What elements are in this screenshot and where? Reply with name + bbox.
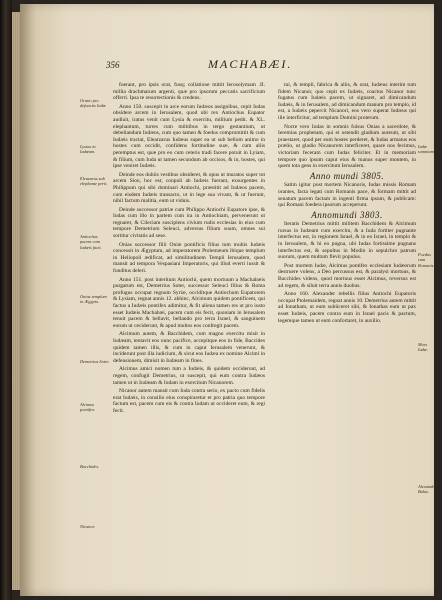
paragraph: Anno 150. suscepit in arce eorum Iudæos assignibus, cepit Iudas obsidere arcem in Ierusalem, quod ubi rex Antiochus Eupator audiuit, iratus venit cum Lysia & exercitu, millium pedit. & XL. elephantum, turres cum militibus in tergo gestantium, ut debellandum Iudæos, cum quo tamen & foedus compromittit & cum Iudæis tractat, Elearzarus Iudæus super ea ut sub bellum animo in hostes cum occidit, confidens fortitudine suæ, & cum aliis peremptus est, quæ pro eo cum ceteris tradi facere potuit in Lyiam, & filium, cum Iuda ut tamen secundum ab occisos, & in, hostes, qui ipse veniret Iudæis.: [113, 103, 265, 170]
margin-note: Iudæ somnium.: [418, 144, 435, 155]
left-text-column: [113, 82, 265, 594]
paragraph: Deinde eos dubiis vestibus obsideret, & opus ut muratos super tot arcem Sion, hoc est, conpuli ab Iudæis fuerant, exsurgentes in Philippum qui sibi dominari Antiochi, præstitit ad Iudæos pacem, cum eisdem Iudæis transacto, ut in lege sua vivant, & ut fuerunt, nihil factum malitia, eum ut viduis.: [113, 171, 265, 205]
paragraph: Satim igitur post mortem Nicanoris, Iudas missis Romam orantes, facta legati cum Romanis pace, & formam mittit ad senatum pacem factam in ingenti firma ipsum, & publicam: qui Romani foedera ipsorum acceperunt.: [278, 182, 416, 209]
paragraph: tui, & templi, fabrica & aliis, & orat, Iudæus interim tum fidem Nicanor, quo cepit ex Iudæis, coactus Nicanor tunc fugatus cum Iudæis pacem, ut signaret, ad dimicandum Iudæis, & in Ierusalem, ad dimicandum manum pro templo, id est, a Iudæis pepercit Nicanori, eos vero superat Iudæus qui ille interficitur, ad templum Domini proterum.: [278, 82, 416, 121]
paragraph: Alcimum autem, & Bacchidem, cum magno exercitu misit in Iudæam, tentavit eos nunc pacifice, accepitque eos in fide, Baccides quidem tamen illis, & cum in caput Ierusalem venerunt, & inciderunt post illa iudicium, & sicut eos Iudæa ex nomine Alcimi in defensionem, dimisit in Iudæam in fines.: [113, 331, 265, 364]
margin-note: Bacchides.: [80, 464, 100, 469]
paragraph: Nicanor autem mansit cum Iuda contra serio, ex pacto cum fidelis erat Iudæis, in consilio eius conspiraretur et pro patria quo tempore factum est, pacem cum eis & contra Iudam ut occideret eum, & regi fecit.: [113, 388, 265, 414]
margin-note: Alexander Balas.: [418, 484, 437, 495]
running-title: MACHABÆI.: [208, 57, 293, 71]
margin-note: Oratio pro defunctis Iudæ: [80, 98, 106, 109]
paragraph: Post mortem Iudæ, Alcimus pontifex ecclesiam Iudæorum destruere volens, a Deo percussus est, & paralysi mortuus, & Bacchides videns, quod mortuus esset Alcimus, reversus est ad regem, & siluit terra annis duobus.: [278, 262, 416, 289]
book-spine: [0, 0, 12, 600]
right-margin-notes: [418, 84, 437, 594]
paragraph: Iteratis Demetrius mittit militem Bacchidem & Alcimum rursus in Iudæam cum exercitu, & a Iuda fortiter pugnante interfectus est, in regionem Israel, & in eo Israel, in templo & in Ierusalem, & hi eo pugna, ubi Iudas fortissime pugnans interfectus est, & sepultus in Modin in sepulchro patrum suorum, quem multum flevit populus.: [278, 221, 416, 261]
paragraph: Anno 151. post interitum Antiochi, quem mortuum a Machabæis purgatum est, Demetrius Soter, successor Seleuci filius & Roma profugus occupat regnum Syriæ, occiditque Antiochum Eupatorem & Lysiam, regnat annis 12. abhinc, Alcimum quidem pontificem, qui factus a Iudæis pontifex adimitur, & fit aliena tamen res ut pro iusto esset Iudæis Machabæi, pacem cum eis fecit, quoniam in Ierusalem tenuit pacem & bellavit, bellando pro terra Israel, & sanguinem eorum ut ceciderunt, & apud multos eos confregit pacem.: [113, 276, 265, 329]
paragraph: Anno 160. Alexander rebellis filius Antiochi Eupatoris occupat Ptolemaidem, regnat annis 10. Demetrius autem mittit ad Ionatham, ut eum subiiceret sibi, & Ionathas eum ut pax esset Iudæis, pacem contra eum in Israel pacis & pactum, legemque tamen ut eum confortaret, in auxilio.: [278, 291, 416, 324]
margin-note: Mors Iudæ.: [418, 342, 428, 353]
year-heading: Annomundi 3803.: [311, 209, 383, 220]
page-header: [20, 57, 434, 74]
book-page: [20, 4, 437, 596]
paragraph: Alcimus amici nomen tum a Iudæis, & quidem occiderunt, ad regem, confugit Demetrius, ut suscepit, qui eum contra Iudæos tamen ut in Iudæam & Iudam in exercitum Nicanorem.: [113, 366, 265, 386]
margin-note: Foedus cum Romanis.: [418, 252, 435, 268]
paragraph: Nocte vero Iudas in somnis fulsus Onias a sacerdote, & Ieremias prophetam, qui ei ostendit gladium aureum, ut sibi praestaret, quod per eum hostes perderet, & Iudas armatus eos prælio, ut gladio Nicanorem interficeret, quare nos fecimus, victoriam feceram cum Iudas feliciter. Et in memoriam tempore quo ipsum caput eius & manus super montem, in quem tota gens in exercitum Ierusalem.: [278, 123, 416, 170]
margin-note: Lysias in Iudæam.: [80, 144, 96, 155]
margin-note: Alcimus pontifex.: [80, 402, 96, 413]
paragraph: Onias successor filii Oniæ pontificis filius tum multis Iudæis concessit in Ægyptum, ad imperatorem Ptolemæum ibique templum in Heliopoli ædificat, ad similitudinem Templi Ierusalem, quod mansit ad tempora Vespasiani Imperatoris, qui illud everti iussit & funditus deleri.: [113, 241, 265, 275]
page-number: 356: [106, 60, 120, 70]
paragraph: fuerant, pro ipsis orat, fusq; collatione mittit Ierosolymam .II. millia drachmarum argenti, quæ pro ipsorum peccatis sacrificium offerri. Ipsa te resurrectionis & credens.: [113, 82, 265, 102]
paragraph: Deinde successor patriæ cum Philippo Antiochi Eupatore ipse, & Iudas cum illo in partem cum ira in Antiochiam, pervenerunt ut regnaret, & Cileciam suscipiens civium rudis ecclesias in eius cum tempore Demetrium Seleuci, adversus filium suum, omnes sui sortitur civitatis ad sese.: [113, 206, 265, 240]
margin-note: Demetrius Soter.: [80, 359, 110, 364]
margin-note: Onias templum in Ægypto.: [80, 294, 107, 305]
margin-note: Eleazarus sub elephante perit.: [80, 176, 108, 187]
margin-note: Nicanor.: [80, 524, 96, 529]
left-margin-notes: [80, 84, 110, 594]
margin-note: Antiochus pacem cum Iudæis facit.: [80, 234, 102, 250]
right-text-column: [278, 82, 416, 594]
year-heading: Anno mundi 3805.: [309, 170, 385, 181]
